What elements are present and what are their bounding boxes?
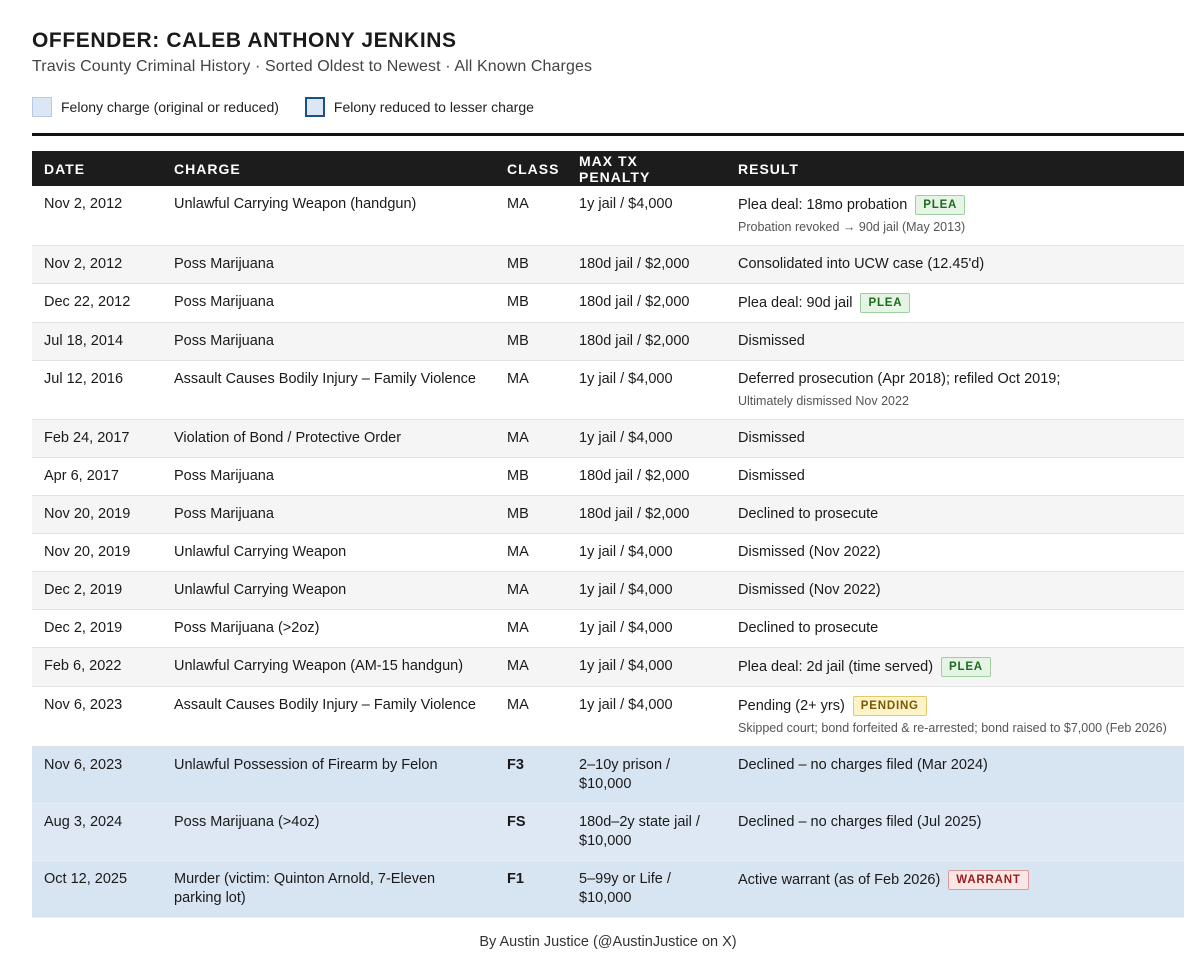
- cell-penalty: 2–10y prison / $10,000: [567, 747, 726, 804]
- cell-penalty: 180d jail / $2,000: [567, 496, 726, 534]
- table-row: [32, 361, 1184, 420]
- cell-result: [726, 747, 1184, 804]
- cell-class: F1: [495, 861, 567, 918]
- cell-penalty: 1y jail / $4,000: [567, 572, 726, 610]
- column-header-result: RESULT: [726, 151, 1184, 186]
- cell-result: [726, 496, 1184, 534]
- table-header-row: [32, 151, 1184, 186]
- cell-penalty: 1y jail / $4,000: [567, 648, 726, 687]
- cell-class: MB: [495, 246, 567, 284]
- cell-date: Nov 20, 2019: [32, 534, 162, 572]
- cell-class: MA: [495, 687, 567, 747]
- cell-result: [726, 861, 1184, 918]
- cell-class: MA: [495, 186, 567, 246]
- cell-charge: Violation of Bond / Protective Order: [162, 420, 495, 458]
- plea-badge: PLEA: [915, 195, 965, 215]
- cell-class: MB: [495, 496, 567, 534]
- cell-class: MB: [495, 458, 567, 496]
- column-header-date: DATE: [32, 151, 162, 186]
- cell-charge: Poss Marijuana: [162, 323, 495, 361]
- cell-date: Nov 20, 2019: [32, 496, 162, 534]
- warrant-badge: WARRANT: [948, 870, 1028, 890]
- credit-line: By Austin Justice (@AustinJustice on X): [479, 934, 737, 950]
- cell-result: [726, 804, 1184, 861]
- plea-badge: PLEA: [941, 657, 991, 677]
- table-row: [32, 246, 1184, 284]
- column-header-charge: CHARGE: [162, 151, 495, 186]
- cell-penalty: 180d jail / $2,000: [567, 284, 726, 323]
- result-text: Dismissed (Nov 2022): [738, 582, 881, 598]
- cell-result: [726, 186, 1184, 246]
- pending-badge: PENDING: [853, 696, 927, 716]
- cell-date: Nov 2, 2012: [32, 246, 162, 284]
- table-body: [32, 186, 1184, 918]
- cell-result: [726, 572, 1184, 610]
- reduced-swatch: [305, 97, 325, 117]
- table-row: [32, 747, 1184, 804]
- table-row: [32, 648, 1184, 687]
- table-row: [32, 420, 1184, 458]
- cell-charge: Poss Marijuana: [162, 496, 495, 534]
- cell-date: Jul 18, 2014: [32, 323, 162, 361]
- cell-class: MB: [495, 323, 567, 361]
- cell-penalty: 180d jail / $2,000: [567, 246, 726, 284]
- cell-charge: Unlawful Carrying Weapon: [162, 534, 495, 572]
- cell-charge: Unlawful Carrying Weapon: [162, 572, 495, 610]
- cell-class: MA: [495, 648, 567, 687]
- result-text: Dismissed: [738, 333, 805, 349]
- cell-charge: Unlawful Carrying Weapon (AM-15 handgun): [162, 648, 495, 687]
- cell-penalty: 1y jail / $4,000: [567, 186, 726, 246]
- cell-penalty: 1y jail / $4,000: [567, 687, 726, 747]
- cell-charge: Assault Causes Bodily Injury – Family Violence: [162, 361, 495, 420]
- table-row: [32, 861, 1184, 918]
- table-row: [32, 610, 1184, 648]
- result-text: Active warrant (as of Feb 2026): [738, 872, 941, 888]
- table-row: [32, 804, 1184, 861]
- page-subtitle: Travis County Criminal History · Sorted Oldest to Newest · All Known Charges: [32, 58, 593, 75]
- cell-result: [726, 420, 1184, 458]
- table-row: [32, 687, 1184, 747]
- cell-charge: Unlawful Possession of Firearm by Felon: [162, 747, 495, 804]
- result-note: Probation revoked → 90d jail (May 2013): [738, 220, 966, 234]
- cell-penalty: 1y jail / $4,000: [567, 610, 726, 648]
- cell-date: Dec 22, 2012: [32, 284, 162, 323]
- legend-label-felony: Felony charge (original or reduced): [61, 99, 279, 115]
- cell-date: Feb 24, 2017: [32, 420, 162, 458]
- cell-charge: Poss Marijuana (>2oz): [162, 610, 495, 648]
- cell-date: Feb 6, 2022: [32, 648, 162, 687]
- result-note: Skipped court; bond forfeited & re-arrested; bond raised to $7,000 (Feb 2026): [738, 721, 1167, 735]
- table-row: [32, 458, 1184, 496]
- result-text: Declined to prosecute: [738, 506, 879, 522]
- cell-date: Oct 12, 2025: [32, 861, 162, 918]
- cell-charge: Poss Marijuana: [162, 458, 495, 496]
- cell-penalty: 180d jail / $2,000: [567, 323, 726, 361]
- legend-label-reduced: Felony reduced to lesser charge: [333, 99, 534, 115]
- legend: [32, 96, 1184, 118]
- cell-charge: Poss Marijuana: [162, 246, 495, 284]
- cell-class: MB: [495, 284, 567, 323]
- cell-class: FS: [495, 804, 567, 861]
- result-text: Consolidated into UCW case (12.45'd): [738, 256, 985, 272]
- table-row: [32, 572, 1184, 610]
- cell-date: Nov 6, 2023: [32, 747, 162, 804]
- result-text: Deferred prosecution (Apr 2018); refiled Oct 2019;: [738, 371, 1061, 387]
- cell-result: [726, 534, 1184, 572]
- cell-result: [726, 610, 1184, 648]
- charges-table: [32, 151, 1184, 918]
- cell-date: Dec 2, 2019: [32, 610, 162, 648]
- felony-swatch: [32, 97, 52, 117]
- cell-penalty: 1y jail / $4,000: [567, 534, 726, 572]
- cell-result: [726, 284, 1184, 323]
- cell-penalty: 1y jail / $4,000: [567, 361, 726, 420]
- table-row: [32, 496, 1184, 534]
- result-text: Declined – no charges filed (Mar 2024): [738, 757, 988, 773]
- result-text: Plea deal: 90d jail: [738, 295, 853, 311]
- cell-result: [726, 648, 1184, 687]
- result-text: Dismissed: [738, 468, 805, 484]
- cell-charge: Poss Marijuana (>4oz): [162, 804, 495, 861]
- result-text: Dismissed (Nov 2022): [738, 544, 881, 560]
- result-text: Declined to prosecute: [738, 620, 879, 636]
- cell-date: Jul 12, 2016: [32, 361, 162, 420]
- cell-result: [726, 361, 1184, 420]
- result-text: Plea deal: 2d jail (time served): [738, 659, 934, 675]
- cell-charge: Assault Causes Bodily Injury – Family Violence: [162, 687, 495, 747]
- cell-class: MA: [495, 420, 567, 458]
- cell-class: MA: [495, 534, 567, 572]
- column-header-penalty: MAX TX PENALTY: [567, 151, 726, 186]
- cell-penalty: 180d jail / $2,000: [567, 458, 726, 496]
- cell-charge: Unlawful Carrying Weapon (handgun): [162, 186, 495, 246]
- cell-result: [726, 458, 1184, 496]
- legend-item-felony: [32, 97, 279, 117]
- cell-date: Nov 6, 2023: [32, 687, 162, 747]
- legend-item-reduced: [305, 97, 534, 117]
- cell-penalty: 180d–2y state jail / $10,000: [567, 804, 726, 861]
- result-text: Pending (2+ yrs): [738, 698, 845, 714]
- cell-date: Aug 3, 2024: [32, 804, 162, 861]
- result-text: Declined – no charges filed (Jul 2025): [738, 814, 982, 830]
- result-text: Plea deal: 18mo probation: [738, 197, 908, 213]
- cell-class: MA: [495, 572, 567, 610]
- column-header-class: CLASS: [495, 151, 567, 186]
- table-row: [32, 186, 1184, 246]
- cell-charge: Murder (victim: Quinton Arnold, 7-Eleven parking lot): [162, 861, 495, 918]
- table-row: [32, 284, 1184, 323]
- cell-result: [726, 323, 1184, 361]
- cell-class: MA: [495, 610, 567, 648]
- page-title: OFFENDER: CALEB ANTHONY JENKINS: [32, 29, 457, 52]
- cell-result: [726, 246, 1184, 284]
- cell-result: [726, 687, 1184, 747]
- cell-date: Nov 2, 2012: [32, 186, 162, 246]
- table-row: [32, 323, 1184, 361]
- cell-date: Apr 6, 2017: [32, 458, 162, 496]
- cell-penalty: 1y jail / $4,000: [567, 420, 726, 458]
- cell-charge: Poss Marijuana: [162, 284, 495, 323]
- cell-class: MA: [495, 361, 567, 420]
- result-text: Dismissed: [738, 430, 805, 446]
- cell-date: Dec 2, 2019: [32, 572, 162, 610]
- header-divider: [32, 133, 1184, 136]
- table-row: [32, 534, 1184, 572]
- cell-penalty: 5–99y or Life / $10,000: [567, 861, 726, 918]
- plea-badge: PLEA: [860, 293, 910, 313]
- cell-class: F3: [495, 747, 567, 804]
- result-note: Ultimately dismissed Nov 2022: [738, 394, 909, 408]
